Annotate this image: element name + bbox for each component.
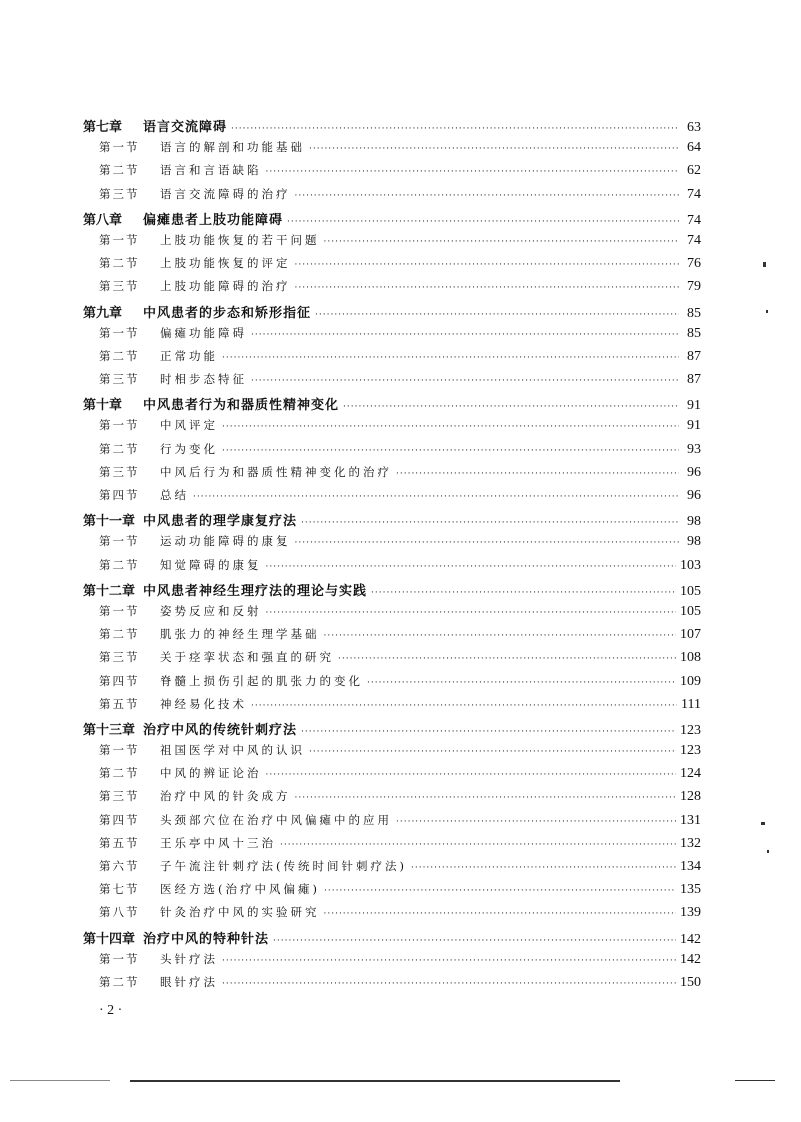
- entry-page-number: 150: [680, 974, 701, 990]
- scan-artifact-line: [10, 1080, 110, 1081]
- entry-page-number: 62: [687, 163, 701, 179]
- entry-label: 第九章: [83, 305, 123, 321]
- entry-label: 第二节: [99, 766, 140, 781]
- entry-label: 第一节: [99, 140, 140, 155]
- toc-section-entry: [83, 533, 701, 556]
- entry-title: 运动功能障碍的康复: [160, 534, 291, 549]
- dot-leader: [251, 376, 679, 386]
- toc-section-entry: [83, 742, 701, 765]
- toc-section-entry: [83, 881, 701, 904]
- dot-leader: [251, 701, 677, 711]
- entry-title: 中风评定: [160, 418, 218, 433]
- dot-leader: [396, 817, 676, 827]
- entry-label: 第十三章: [83, 722, 136, 738]
- entry-title: 中风患者的步态和矫形指征: [143, 305, 312, 321]
- entry-label: 第二节: [99, 974, 140, 989]
- toc-section-entry: [83, 371, 701, 394]
- dot-leader: [343, 402, 679, 412]
- dot-leader: [324, 237, 680, 247]
- entry-title: 时相步态特征: [160, 372, 247, 387]
- scan-artifact-speck: [767, 850, 769, 853]
- entry-title: 子午流注针刺疗法(传统时间针刺疗法): [160, 859, 407, 873]
- scan-artifact-speck: [763, 262, 766, 267]
- dot-leader: [324, 909, 677, 919]
- entry-label: 第四节: [99, 488, 140, 502]
- entry-page-number: 91: [687, 418, 701, 434]
- entry-title: 总结: [160, 488, 189, 502]
- entry-title: 中风患者行为和器质性精神变化: [143, 398, 340, 414]
- entry-title: 眼针疗法: [160, 974, 218, 989]
- entry-page-number: 142: [680, 931, 701, 947]
- dot-leader: [266, 562, 677, 572]
- dot-leader: [295, 283, 680, 293]
- entry-page-number: 76: [687, 256, 701, 272]
- entry-title: 医经方选(治疗中风偏瘫): [160, 882, 320, 897]
- dot-leader: [295, 191, 680, 201]
- toc-section-entry: [83, 186, 701, 209]
- toc-chapter-entry: [83, 580, 701, 603]
- dot-leader: [301, 727, 676, 737]
- entry-page-number: 74: [687, 186, 701, 202]
- entry-page-number: 87: [687, 372, 701, 388]
- toc-section-entry: [83, 487, 701, 510]
- toc-chapter-entry: [83, 394, 701, 417]
- entry-title: 治疗中风的针灸成方: [160, 789, 291, 804]
- toc-section-entry: [83, 162, 701, 185]
- toc-section-entry: [83, 904, 701, 927]
- entry-page-number: 63: [687, 120, 701, 135]
- dot-leader: [309, 144, 679, 154]
- toc-section-entry: [83, 603, 701, 626]
- entry-title: 针灸治疗中风的实验研究: [160, 905, 320, 920]
- entry-label: 第一节: [99, 743, 140, 758]
- toc-section-entry: [83, 139, 701, 162]
- dot-leader: [295, 538, 680, 548]
- entry-page-number: 111: [681, 696, 701, 712]
- entry-label: 第十二章: [83, 583, 136, 599]
- entry-label: 第三节: [99, 279, 140, 294]
- entry-label: 第三节: [99, 650, 140, 665]
- page-number: · 2 ·: [99, 1003, 123, 1018]
- entry-label: 第三节: [99, 464, 140, 479]
- entry-label: 第三节: [99, 789, 140, 804]
- entry-label: 第二节: [99, 557, 140, 572]
- entry-page-number: 91: [687, 398, 701, 414]
- dot-leader: [287, 217, 679, 227]
- table-of-contents: [83, 116, 701, 997]
- entry-label: 第十章: [83, 398, 123, 414]
- entry-title: 语言交流障碍的治疗: [160, 186, 291, 201]
- entry-title: 语言和言语缺陷: [160, 163, 262, 178]
- entry-page-number: 134: [680, 859, 701, 874]
- entry-title: 治疗中风的传统针刺疗法: [143, 722, 298, 738]
- entry-page-number: 108: [680, 650, 701, 666]
- dot-leader: [295, 793, 677, 803]
- toc-section-entry: [83, 858, 701, 881]
- toc-chapter-entry: [83, 302, 701, 325]
- toc-section-entry: [83, 232, 701, 255]
- toc-section-entry: [83, 812, 701, 835]
- entry-label: 第四节: [99, 812, 140, 827]
- toc-section-entry: [83, 255, 701, 278]
- entry-page-number: 96: [687, 464, 701, 480]
- toc-chapter-entry: [83, 209, 701, 232]
- toc-chapter-entry: [83, 116, 701, 139]
- entry-label: 第五节: [99, 835, 140, 850]
- entry-page-number: 107: [680, 627, 701, 643]
- entry-label: 第二节: [99, 256, 140, 271]
- dot-leader: [273, 936, 676, 946]
- entry-title: 语言的解剖和功能基础: [160, 140, 305, 155]
- entry-page-number: 142: [680, 951, 701, 967]
- entry-title: 语言交流障碍: [143, 120, 228, 135]
- toc-section-entry: [83, 765, 701, 788]
- scan-artifact-line: [130, 1080, 620, 1082]
- entry-label: 第二节: [99, 163, 140, 178]
- entry-label: 第五节: [99, 696, 140, 711]
- toc-section-entry: [83, 951, 701, 974]
- entry-title: 中风后行为和器质性精神变化的治疗: [160, 464, 392, 479]
- entry-title: 头针疗法: [160, 951, 218, 966]
- toc-chapter-entry: [83, 928, 701, 951]
- entry-title: 中风的辨证论治: [160, 766, 262, 781]
- dot-leader: [222, 446, 679, 456]
- toc-section-entry: [83, 441, 701, 464]
- entry-label: 第七节: [99, 882, 140, 897]
- dot-leader: [367, 678, 676, 688]
- entry-page-number: 109: [680, 673, 701, 689]
- dot-leader: [222, 956, 676, 966]
- entry-label: 第八节: [99, 905, 140, 920]
- entry-title: 脊髓上损伤引起的肌张力的变化: [160, 673, 363, 688]
- entry-label: 第一节: [99, 951, 140, 966]
- entry-page-number: 79: [687, 279, 701, 295]
- toc-section-entry: [83, 557, 701, 580]
- entry-title: 行为变化: [160, 441, 218, 456]
- entry-title: 知觉障碍的康复: [160, 557, 262, 572]
- dot-leader: [324, 886, 676, 896]
- toc-section-entry: [83, 696, 701, 719]
- entry-title: 正常功能: [160, 348, 218, 363]
- entry-title: 偏瘫功能障碍: [160, 325, 247, 340]
- dot-leader: [266, 167, 680, 177]
- toc-section-entry: [83, 325, 701, 348]
- entry-page-number: 132: [680, 835, 701, 851]
- dot-leader: [280, 840, 676, 850]
- entry-page-number: 105: [680, 603, 701, 619]
- dot-leader: [222, 979, 676, 989]
- entry-label: 第一节: [99, 603, 140, 618]
- entry-title: 头颈部穴位在治疗中风偏瘫中的应用: [160, 812, 392, 827]
- dot-leader: [324, 631, 677, 641]
- entry-page-number: 131: [680, 812, 701, 828]
- entry-title: 偏瘫患者上肢功能障碍: [143, 212, 284, 228]
- dot-leader: [193, 492, 679, 502]
- entry-label: 第一节: [99, 418, 140, 433]
- entry-title: 祖国医学对中风的认识: [160, 743, 305, 758]
- entry-title: 上肢功能恢复的评定: [160, 256, 291, 271]
- dot-leader: [371, 588, 676, 598]
- entry-title: 关于痉挛状态和强直的研究: [160, 650, 334, 665]
- entry-page-number: 139: [680, 905, 701, 921]
- toc-section-entry: [83, 835, 701, 858]
- entry-title: 中风患者神经生理疗法的理论与实践: [143, 583, 368, 599]
- entry-page-number: 74: [687, 212, 701, 228]
- entry-page-number: 98: [687, 534, 701, 550]
- dot-leader: [301, 518, 679, 528]
- entry-title: 治疗中风的特种针法: [143, 931, 270, 947]
- dot-leader: [231, 124, 679, 134]
- dot-leader: [251, 330, 679, 340]
- dot-leader: [411, 863, 676, 873]
- entry-page-number: 74: [687, 232, 701, 248]
- entry-label: 第十四章: [83, 931, 136, 947]
- toc-section-entry: [83, 464, 701, 487]
- entry-label: 第四节: [99, 673, 140, 688]
- dot-leader: [266, 770, 677, 780]
- entry-page-number: 123: [680, 743, 701, 759]
- toc-chapter-entry: [83, 719, 701, 742]
- entry-page-number: 85: [687, 305, 701, 321]
- dot-leader: [309, 747, 676, 757]
- dot-leader: [222, 422, 679, 432]
- dot-leader: [315, 310, 679, 320]
- entry-label: 第三节: [99, 372, 140, 387]
- toc-section-entry: [83, 278, 701, 301]
- entry-label: 第七章: [83, 120, 123, 135]
- scan-artifact-speck: [761, 822, 765, 825]
- dot-leader: [222, 353, 679, 363]
- entry-page-number: 98: [687, 514, 701, 530]
- entry-label: 第一节: [99, 325, 140, 340]
- scan-artifact-speck: [766, 310, 768, 313]
- scan-artifact-line: [735, 1080, 775, 1081]
- entry-label: 第六节: [99, 859, 140, 873]
- entry-page-number: 87: [687, 348, 701, 364]
- dot-leader: [266, 608, 677, 618]
- entry-label: 第一节: [99, 534, 140, 549]
- toc-section-entry: [83, 974, 701, 997]
- entry-page-number: 64: [687, 140, 701, 156]
- entry-label: 第三节: [99, 186, 140, 201]
- toc-section-entry: [83, 348, 701, 371]
- entry-title: 中风患者的理学康复疗法: [143, 514, 298, 530]
- toc-chapter-entry: [83, 510, 701, 533]
- toc-section-entry: [83, 417, 701, 440]
- toc-section-entry: [83, 673, 701, 696]
- entry-label: 第二节: [99, 441, 140, 456]
- entry-page-number: 123: [680, 722, 701, 738]
- entry-label: 第二节: [99, 348, 140, 363]
- entry-title: 姿势反应和反射: [160, 603, 262, 618]
- entry-title: 王乐亭中风十三治: [160, 835, 276, 850]
- entry-page-number: 128: [680, 789, 701, 805]
- entry-page-number: 93: [687, 441, 701, 457]
- toc-section-entry: [83, 626, 701, 649]
- entry-label: 第八章: [83, 212, 123, 228]
- entry-page-number: 135: [680, 882, 701, 898]
- toc-section-entry: [83, 649, 701, 672]
- entry-title: 肌张力的神经生理学基础: [160, 627, 320, 642]
- toc-section-entry: [83, 788, 701, 811]
- dot-leader: [338, 654, 676, 664]
- entry-label: 第十一章: [83, 514, 136, 530]
- entry-page-number: 103: [680, 557, 701, 573]
- entry-page-number: 96: [687, 488, 701, 503]
- entry-title: 上肢功能恢复的若干问题: [160, 232, 320, 247]
- entry-title: 上肢功能障碍的治疗: [160, 279, 291, 294]
- entry-title: 神经易化技术: [160, 696, 247, 711]
- entry-page-number: 124: [680, 766, 701, 782]
- entry-label: 第一节: [99, 232, 140, 247]
- dot-leader: [396, 469, 679, 479]
- entry-label: 第二节: [99, 627, 140, 642]
- entry-page-number: 105: [680, 583, 701, 599]
- entry-page-number: 85: [687, 325, 701, 341]
- dot-leader: [295, 260, 680, 270]
